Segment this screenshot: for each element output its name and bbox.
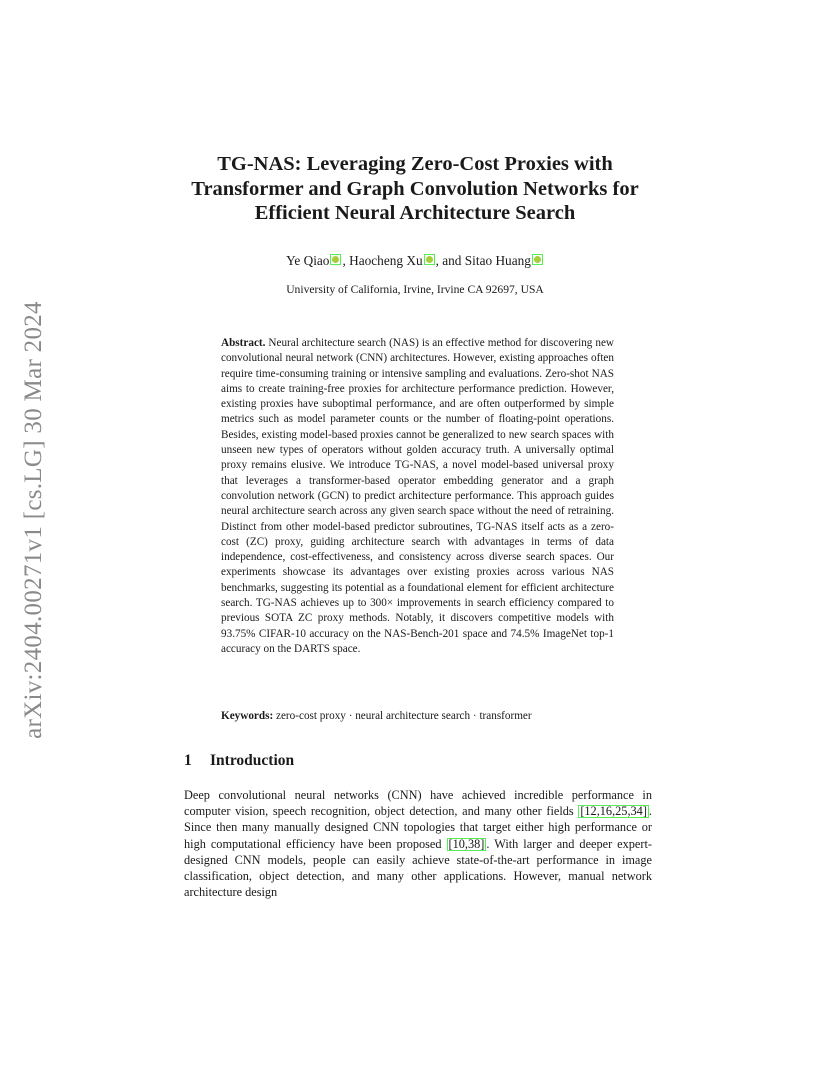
orcid-icon[interactable] xyxy=(330,254,341,265)
abstract-label: Abstract. xyxy=(221,337,266,349)
citation-link[interactable]: [12,16,25,34] xyxy=(580,804,647,819)
intro-text-1: Deep convolutional neural networks (CNN) have achieved incredible performance in computer vision, speech recognition, object detection, and many other fields xyxy=(184,788,652,819)
title-line-2: Transformer and Graph Convolution Networks for xyxy=(191,177,639,200)
section-heading xyxy=(184,752,294,770)
keywords-text: zero-cost proxy · neural architecture search · transformer xyxy=(276,710,532,722)
author-1: Ye Qiao xyxy=(286,253,330,268)
abstract xyxy=(221,336,614,657)
orcid-icon[interactable] xyxy=(424,254,435,265)
author-3: , and Sitao Huang xyxy=(435,253,531,268)
citation-link[interactable]: [10,38] xyxy=(448,836,485,851)
intro-paragraph xyxy=(184,787,652,900)
author-list xyxy=(140,253,690,269)
title-line-1: TG-NAS: Leveraging Zero-Cost Proxies with xyxy=(217,153,613,175)
affiliation: University of California, Irvine, Irvine CA 92697, USA xyxy=(286,283,544,296)
keywords-label: Keywords: xyxy=(221,710,274,722)
abstract-text: Neural architecture search (NAS) is an effective method for discovering new convolutional neural network (CNN) architectures. However, existing approaches often require time-consuming training or intensive sampling and evaluations. Zero-shot NAS aims to create training-free proxies for architecture performance prediction. However, existing proxies have suboptimal performance, and are often outperformed by simple metrics such as model parameter counts or the number of floating-point operations. Besides, existing model-based proxies cannot be generalized to new search spaces with unseen new types of operators without golden accuracy truth. A universally optimal proxy remains elusive. We introduce TG-NAS, a novel model-based universal proxy that leverages a transformer-based operator embedding generator and a graph convolution network (GCN) to predict architecture performance. This approach guides neural architecture search across any given search space without the need of retraining. Distinct from other model-based predictor subroutines, TG-NAS itself acts as a zero-cost (ZC) proxy, guiding architecture search with advantages in terms of data independence, cost-effectiveness, and consistency across diverse search spaces. Our experiments showcase its advantages over existing proxies across various NAS benchmarks, suggesting its potential as a foundational element for efficient architecture search. TG-NAS achieves up to 300× improvements in search efficiency compared to previous SOTA ZC proxy methods. Notably, it discovers competitive models with 93.75% CIFAR-10 accuracy on the NAS-Bench-201 space and 74.5% ImageNet top-1 accuracy on the DARTS space. xyxy=(221,337,615,655)
intro-text-3: . With larger and deeper expert-designed CNN models, people can easily achieve state-of-the-art performance in image classification, object detection, and many other applications. However, manual network architecture design xyxy=(184,836,652,900)
orcid-icon[interactable] xyxy=(532,254,543,265)
author-2: , Haocheng Xu xyxy=(342,253,423,268)
keywords xyxy=(221,710,621,722)
intro-text-2: . Since then many manually designed CNN topologies that target either high performance or high computational efficiency have been proposed xyxy=(184,804,652,851)
arxiv-stamp-text: arXiv:2404.00271v1 [cs.LG] 30 Mar 2024 xyxy=(20,301,47,739)
title-line-3: Efficient Neural Architecture Search xyxy=(254,202,576,224)
paper-title xyxy=(140,152,690,226)
section-title: Introduction xyxy=(210,752,295,769)
section-number: 1 xyxy=(184,752,192,769)
arxiv-stamp xyxy=(14,280,54,760)
